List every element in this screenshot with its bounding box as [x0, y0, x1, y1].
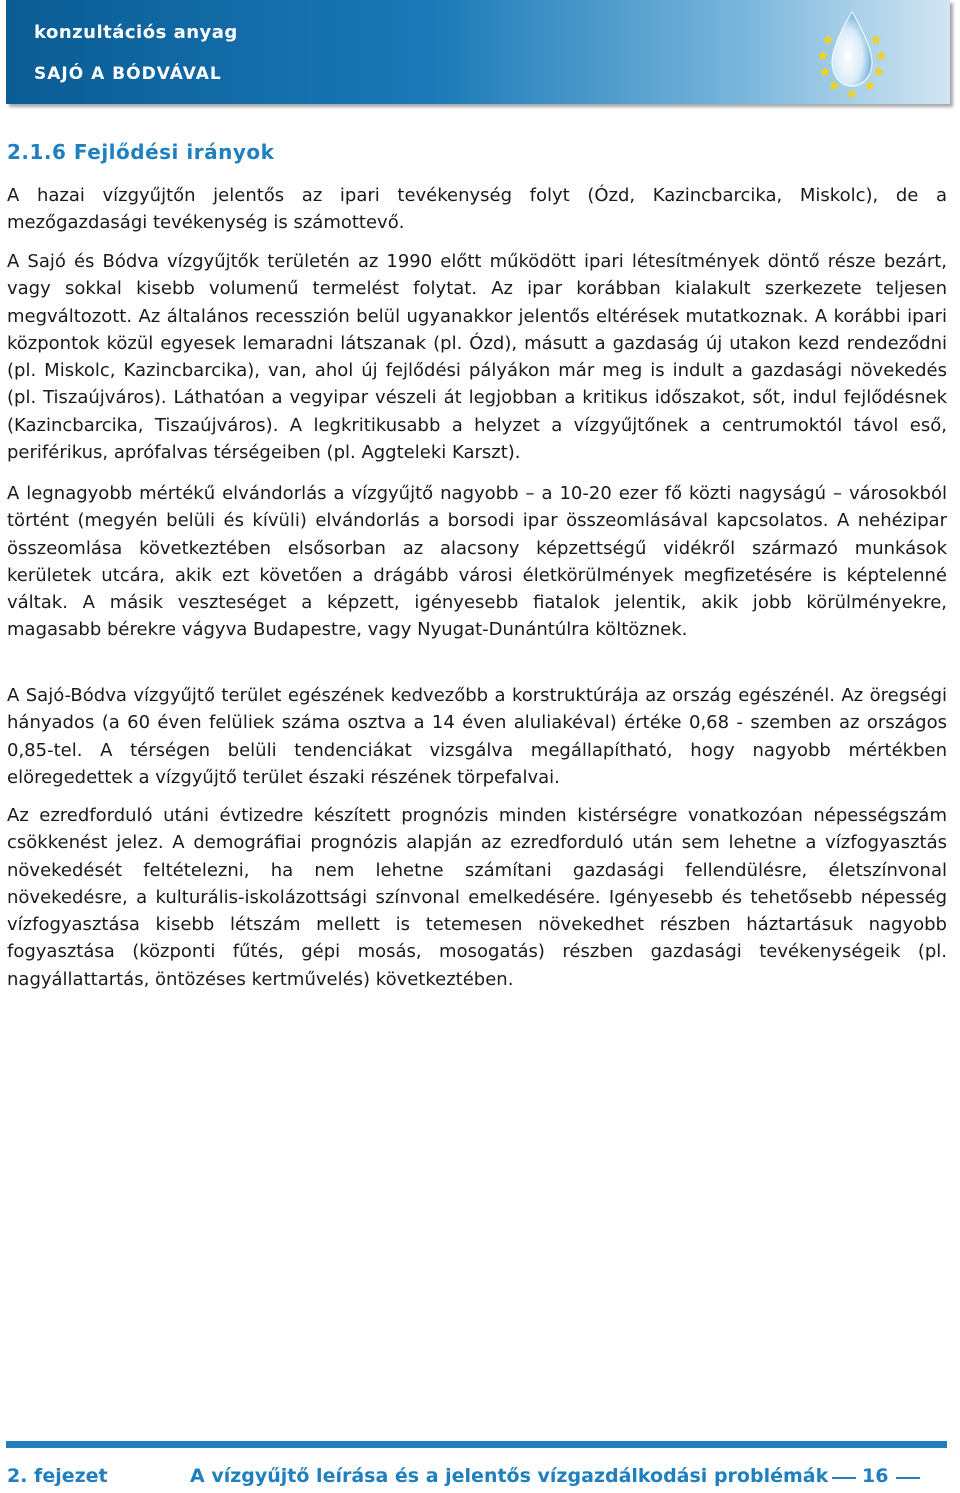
footer-chapter-title: A vízgyűjtő leírása és a jelentős vízgazdálkodási problémák — [190, 1465, 829, 1487]
body-paragraph: A Sajó-Bódva vízgyűjtő terület egészének kedvezőbb a korstruktúrája az ország egészénél. Az öregségi hányados (a 60 éven felüliek száma osztva a 14 éven aluliakéval) értéke 0,68 - szemben az országos 0,85-tel. A térségen belüli tendenciákat vizsgálva megállapítható, hogy nagyobb mértékben elöregedettek a vízgyűjtő terület északi részének törpefalvai. — [7, 685, 947, 788]
body-paragraph: A Sajó és Bódva vízgyűjtők területén az 1990 előtt működött ipari létesítmények döntő része bezárt, vagy sokkal kisebb volumenű termelést folytat. Az ipar korábban kialakult szerkezete teljesen megváltozott. Az általános recesszión belül ugyanakkor jelentős eltérések mutatkoznak. A korábbi ipari központok közül egyesek lemaradni látszanak (pl. Ózd), másutt a gazdaság új utakon kezd rendeződni (pl. Miskolc, Kazincbarcika), van, ahol új fejlődési pályákon már meg is indult a gazdasági növekedés (pl. Tiszaújváros). Láthatóan a vegyipar vészeli át legjobban a kritikus időszakot, sőt, indul fejlődésnek (Kazincbarcika, Tiszaújváros). A legkritikusabb a helyzet a vízgyűjtőnek a centrumoktól távol eső, periférikus, aprófalvas térségeiben (pl. Aggteleki Karszt). — [7, 251, 947, 464]
header-subtitle: konzultációs anyag — [34, 22, 238, 43]
header-title: SAJÓ A BÓDVÁVAL — [34, 64, 222, 84]
body-paragraph: A hazai vízgyűjtőn jelentős az ipari tevékenység folyt (Ózd, Kazincbarcika, Miskolc), de a mezőgazdasági tevékenység is számottevő. — [7, 185, 947, 234]
section-heading: 2.1.6 Fejlődési irányok — [7, 140, 275, 164]
body-paragraph: A legnagyobb mértékű elvándorlás a vízgyűjtő nagyobb – a 10-20 ezer fő közti nagyságú – városokból történt (megyén belüli és kívüli) elvándorlás a borsodi ipar összeomlásával kapcsolatos. A nehézipar összeomlása következtében elsősorban az alacsony képzettségű vidékről származó munkások kerületek utcára, akik ezt követően a drágább városi életkörülmények megfizetésére is képtelenné váltak. A másik veszteséget a képzett, igényesebb fiatalok jelentik, akik jobb körülményekre, magasabb bérekre vágyva Budapestre, vagy Nyugat-Dunántúlra költöznek. — [7, 483, 947, 641]
header-banner — [6, 0, 950, 104]
body-paragraph: Az ezredforduló utáni évtizedre készített prognózis minden kistérségre vonatkozóan népességszám csökkenést jelez. A demográfiai prognózis alapján az ezredforduló után sem lehetne a vízfogyasztás növekedését feltételezni, ha nem lehetne számítani gazdasági fellendülésre, életszínvonal növekedésre, a kulturális-iskolázottsági színvonal emelkedésére. Igényesebb és tehetősebb népesség vízfogyasztása kisebb létszám mellett is tetemesen növekedhet részben háztartásuk nagyobb fogyasztása (központi fűtés, gépi mosás, mosogatás) részben gazdasági tevékenységeik (pl. nagyállattartás, öntözéses kertművelés) következtében. — [7, 805, 947, 990]
water-drop-eu-stars-logo-icon — [814, 4, 890, 100]
page-number: 16 — [862, 1465, 889, 1487]
footer-divider — [6, 1441, 947, 1448]
footer-chapter-label: 2. fejezet — [7, 1465, 108, 1487]
